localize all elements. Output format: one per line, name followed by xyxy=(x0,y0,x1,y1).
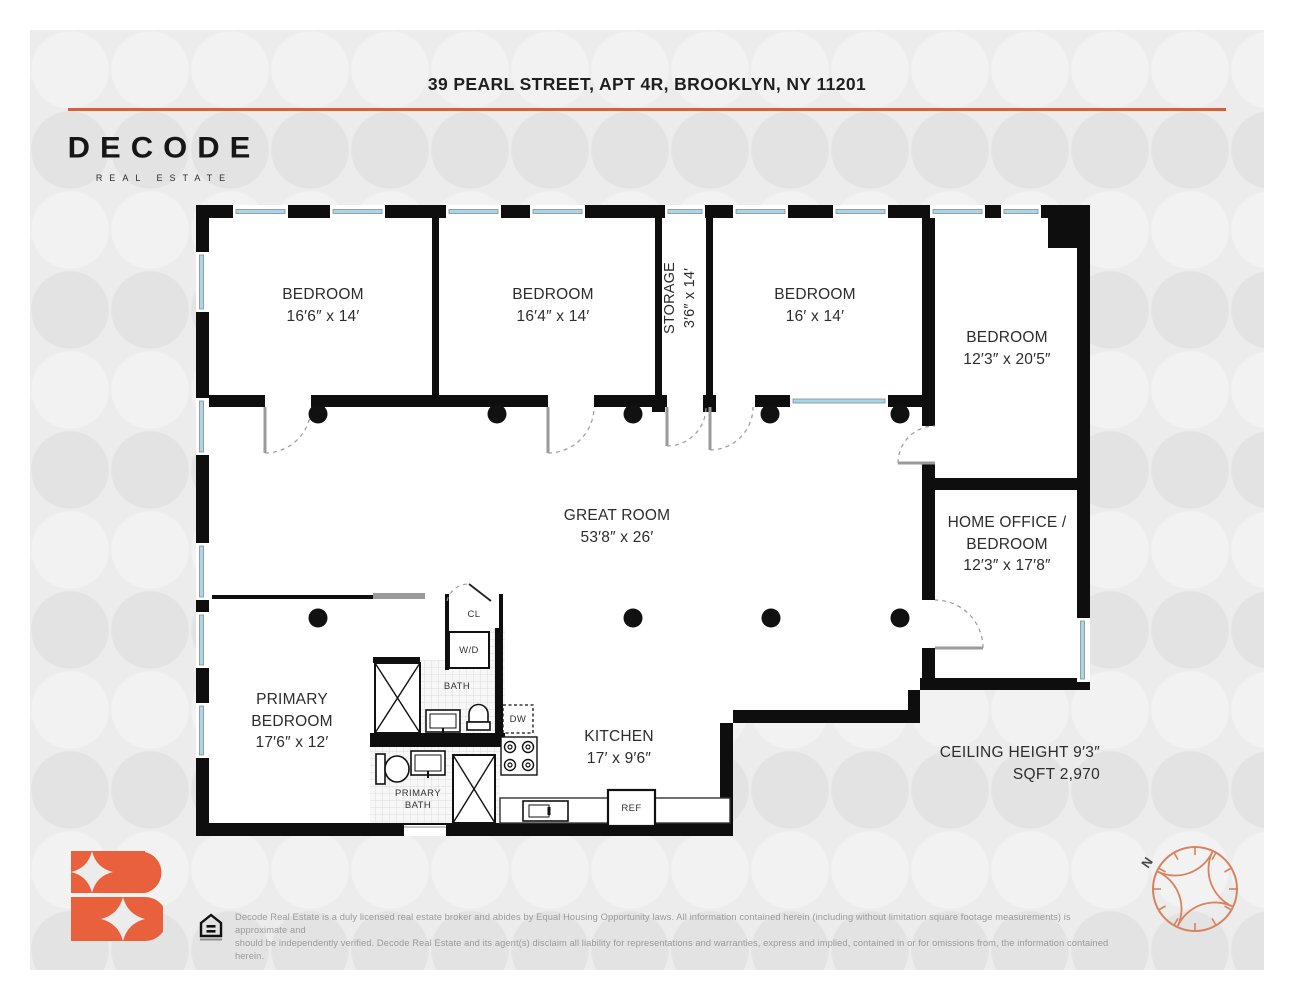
room-label-bedroom1 xyxy=(233,284,413,327)
room-dims: 17′6″ x 12′ xyxy=(255,734,329,751)
label-closet: CL xyxy=(467,609,481,620)
label-dishwasher: DW xyxy=(509,714,527,725)
room-name: HOME OFFICE / xyxy=(947,514,1067,531)
room-name: BEDROOM xyxy=(774,286,856,303)
disclaimer xyxy=(235,911,1121,963)
room-name: BATH xyxy=(404,800,432,811)
room-label-primary-bath xyxy=(388,788,448,812)
unit-info xyxy=(940,742,1100,786)
room-label-bedroom3 xyxy=(725,284,905,327)
room-dims: 16′6″ x 14′ xyxy=(286,307,360,325)
brand-logo xyxy=(64,130,264,183)
room-name: BEDROOM xyxy=(966,535,1048,553)
room-name: BEDROOM xyxy=(282,286,364,303)
room-label-bath: BATH xyxy=(443,681,471,692)
room-label-bedroom4 xyxy=(917,327,1097,370)
equal-housing-icon xyxy=(198,911,224,941)
room-name: BEDROOM xyxy=(251,712,333,730)
brand-logo-mark xyxy=(71,851,163,948)
ceiling-height: CEILING HEIGHT 9′3″ xyxy=(939,744,1100,761)
room-label-home-office xyxy=(917,512,1097,577)
room-name: BEDROOM xyxy=(966,329,1048,346)
room-dims: 12′3″ x 20′5″ xyxy=(963,350,1051,368)
room-label-great-room xyxy=(517,505,717,548)
room-dims: 12′3″ x 17′8″ xyxy=(963,557,1051,574)
disclaimer-line2: should be independently verified. Decode Real Estate and its agent(s) disclaim all liability for representations and warranties, express and implied, contained in or for omissions from, the information contained herein. xyxy=(235,938,1109,961)
footer xyxy=(198,911,1121,963)
room-name: KITCHEN xyxy=(584,728,654,745)
page-title: 39 PEARL STREET, APT 4R, BROOKLYN, NY 11201 xyxy=(427,74,867,94)
room-name: BEDROOM xyxy=(512,286,594,303)
square-footage: SQFT 2,970 xyxy=(1012,766,1100,783)
room-name: GREAT ROOM xyxy=(563,507,671,524)
room-dims: 3′6″ x 14′ xyxy=(682,267,698,329)
room-name: PRIMARY xyxy=(395,788,441,799)
room-dims: 16′ x 14′ xyxy=(785,307,845,325)
title-underline xyxy=(68,108,1226,111)
room-label-primary-bedroom xyxy=(202,689,382,754)
disclaimer-line1: Decode Real Estate is a duly licensed real estate broker and abides by Equal Housing Opportunity laws. All information contained herein (including without limitation square footage measurements) is approximate and xyxy=(235,912,1071,935)
label-washer-dryer: W/D xyxy=(459,645,479,656)
geometric-mark-icon xyxy=(71,851,163,943)
room-name: PRIMARY xyxy=(256,691,328,708)
compass xyxy=(1135,831,1250,951)
compass-icon xyxy=(1135,831,1250,946)
room-dims: 16′4″ x 14′ xyxy=(516,307,590,325)
compass-north-label: N xyxy=(1138,854,1156,871)
room-dims: 53′8″ x 26′ xyxy=(580,528,654,546)
room-dims: 17′ x 9′6″ xyxy=(586,749,652,767)
label-refrigerator: REF xyxy=(621,803,642,814)
room-label-bedroom2 xyxy=(463,284,643,327)
room-label-kitchen xyxy=(529,726,709,769)
room-label-storage xyxy=(660,238,700,358)
brand-name: DECODE xyxy=(67,130,261,165)
brand-tagline: REAL ESTATE xyxy=(95,173,233,183)
room-name: STORAGE xyxy=(662,261,678,335)
